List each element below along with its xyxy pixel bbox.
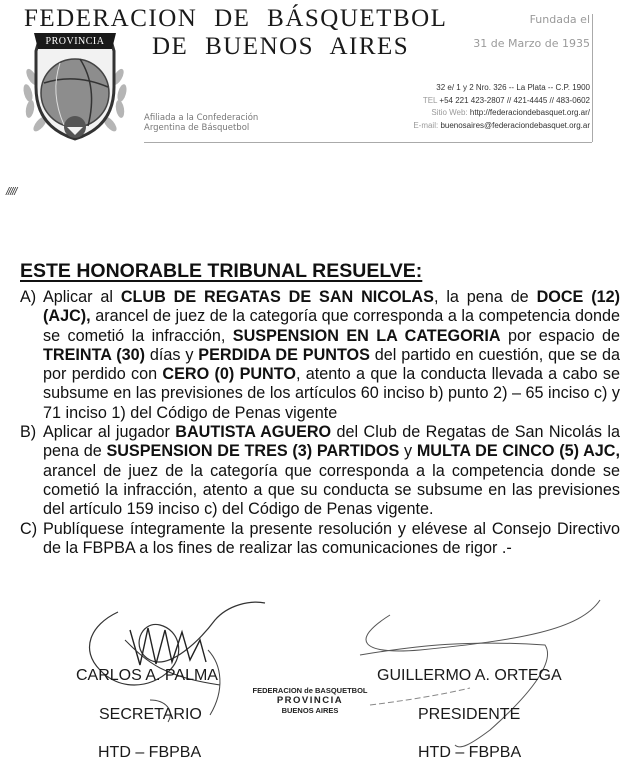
affiliation-line2: Argentina de Básquetbol — [144, 123, 250, 133]
item-text: Aplicar al jugador BAUTISTA AGUERO del Club de Regatas de San Nicolás la pena de SUSPENSION DE TRES (3) PARTIDOS y MULTA DE CINCO (5) AJC, arancel de juez de la categoría que corresponda a la competencia donde se cometió la infracción, atento a que su conducta se subsume en las previsiones del artículo 159 inciso c) del Código de Penas vigente. — [43, 423, 620, 519]
emphasis-text: SUSPENSION EN LA CATEGORIA — [232, 326, 501, 345]
signatory-left-name: CARLOS A. PALMA — [76, 667, 218, 684]
website-link[interactable]: http://federaciondebasquet.org.ar/ — [469, 108, 590, 117]
emphasis-text: CERO (0) PUNTO — [162, 365, 296, 384]
signatory-right-role: PRESIDENTE — [418, 706, 521, 723]
logo-banner-text: PROVINCIA — [45, 36, 105, 47]
website-line — [413, 107, 590, 120]
item-marker: C) — [20, 519, 38, 538]
item-text: Publíquese íntegramente la presente resolución y elévese al Consejo Directivo de la FBPBA a los fines de realizar las comunicaciones de rigor .- — [43, 519, 620, 557]
phone-label: TEL — [422, 95, 438, 105]
resolution-item-b — [20, 423, 620, 519]
letterhead-horizontal-divider — [144, 142, 592, 143]
address: 32 e/ 1 y 2 Nro. 326 -- La Plata -- C.P. 1900 — [436, 83, 590, 92]
resolution-heading: ESTE HONORABLE TRIBUNAL RESUELVE: — [20, 260, 423, 282]
phone-line — [413, 95, 590, 108]
seal-line2: PROVINCIA — [276, 695, 344, 706]
signatory-left-org: HTD – FBPBA — [98, 744, 202, 761]
signatory-right-org: HTD – FBPBA — [418, 744, 522, 761]
emphasis-text: PERDIDA DE PUNTOS — [198, 345, 370, 364]
affiliation-line1: Afiliada a la Confederación — [144, 113, 259, 123]
emphasis-text: BAUTISTA AGUERO — [175, 423, 332, 442]
signatory-right-name: GUILLERMO A. ORTEGA — [377, 667, 562, 684]
official-seal-stamp — [240, 686, 380, 716]
founded-label: Fundada el — [529, 13, 590, 26]
email-link[interactable]: buenosaires@federaciondebasquet.org.ar — [440, 120, 590, 130]
federation-logo-icon — [20, 27, 130, 145]
emphasis-text: MULTA DE CINCO (5) AJC, — [416, 442, 620, 461]
affiliation-text — [144, 113, 258, 133]
resolution-items — [20, 288, 620, 558]
federation-title-line1: FEDERACION DE BÁSQUETBOL — [24, 5, 448, 32]
email-label: E-mail: — [413, 120, 439, 130]
resolution-item-c — [20, 520, 620, 559]
federation-title-line2: DE BUENOS AIRES — [152, 33, 410, 60]
letterhead-vertical-divider — [592, 14, 593, 142]
emphasis-text: DOCE (12) (AJC), — [43, 288, 620, 326]
emphasis-text: TREINTA (30) — [43, 345, 145, 364]
seal-line1: FEDERACION de BASQUETBOL — [252, 686, 368, 695]
founded-date: 31 de Marzo de 1935 — [473, 37, 590, 50]
emphasis-text: SUSPENSION DE TRES (3) PARTIDOS — [106, 442, 400, 461]
contact-block — [413, 82, 590, 132]
email-line — [413, 120, 590, 133]
phone-value: +54 221 423-2807 // 421-4445 // 483-0602 — [439, 95, 590, 105]
emphasis-text: CLUB DE REGATAS DE SAN NICOLAS — [120, 288, 434, 306]
signatory-left-role: SECRETARIO — [99, 706, 202, 723]
seal-line3: BUENOS AIRES — [281, 706, 339, 715]
item-marker: A) — [20, 288, 37, 306]
item-text: Aplicar al CLUB DE REGATAS DE SAN NICOLAS, la pena de DOCE (12) (AJC), arancel de juez de la categoría que corresponda a la competencia donde se cometió la infracción, SUSPENSION EN LA CATEGORIA por espacio de TREINTA (30) días y PERDIDA DE PUNTOS del partido en cuestión, que se da por perdido con CERO (0) PUNTO, atento a que la conducta llevada a cabo se subsume en las previsiones de los artículos 60 inciso b) punto 2) – 65 inciso c) y 71 inciso 1) del Código de Penas vigente — [43, 288, 621, 422]
continuation-mark: ///// — [6, 186, 17, 198]
resolution-item-a — [20, 288, 620, 423]
item-marker: B) — [20, 423, 37, 442]
website-label: Sitio Web: — [431, 108, 468, 117]
